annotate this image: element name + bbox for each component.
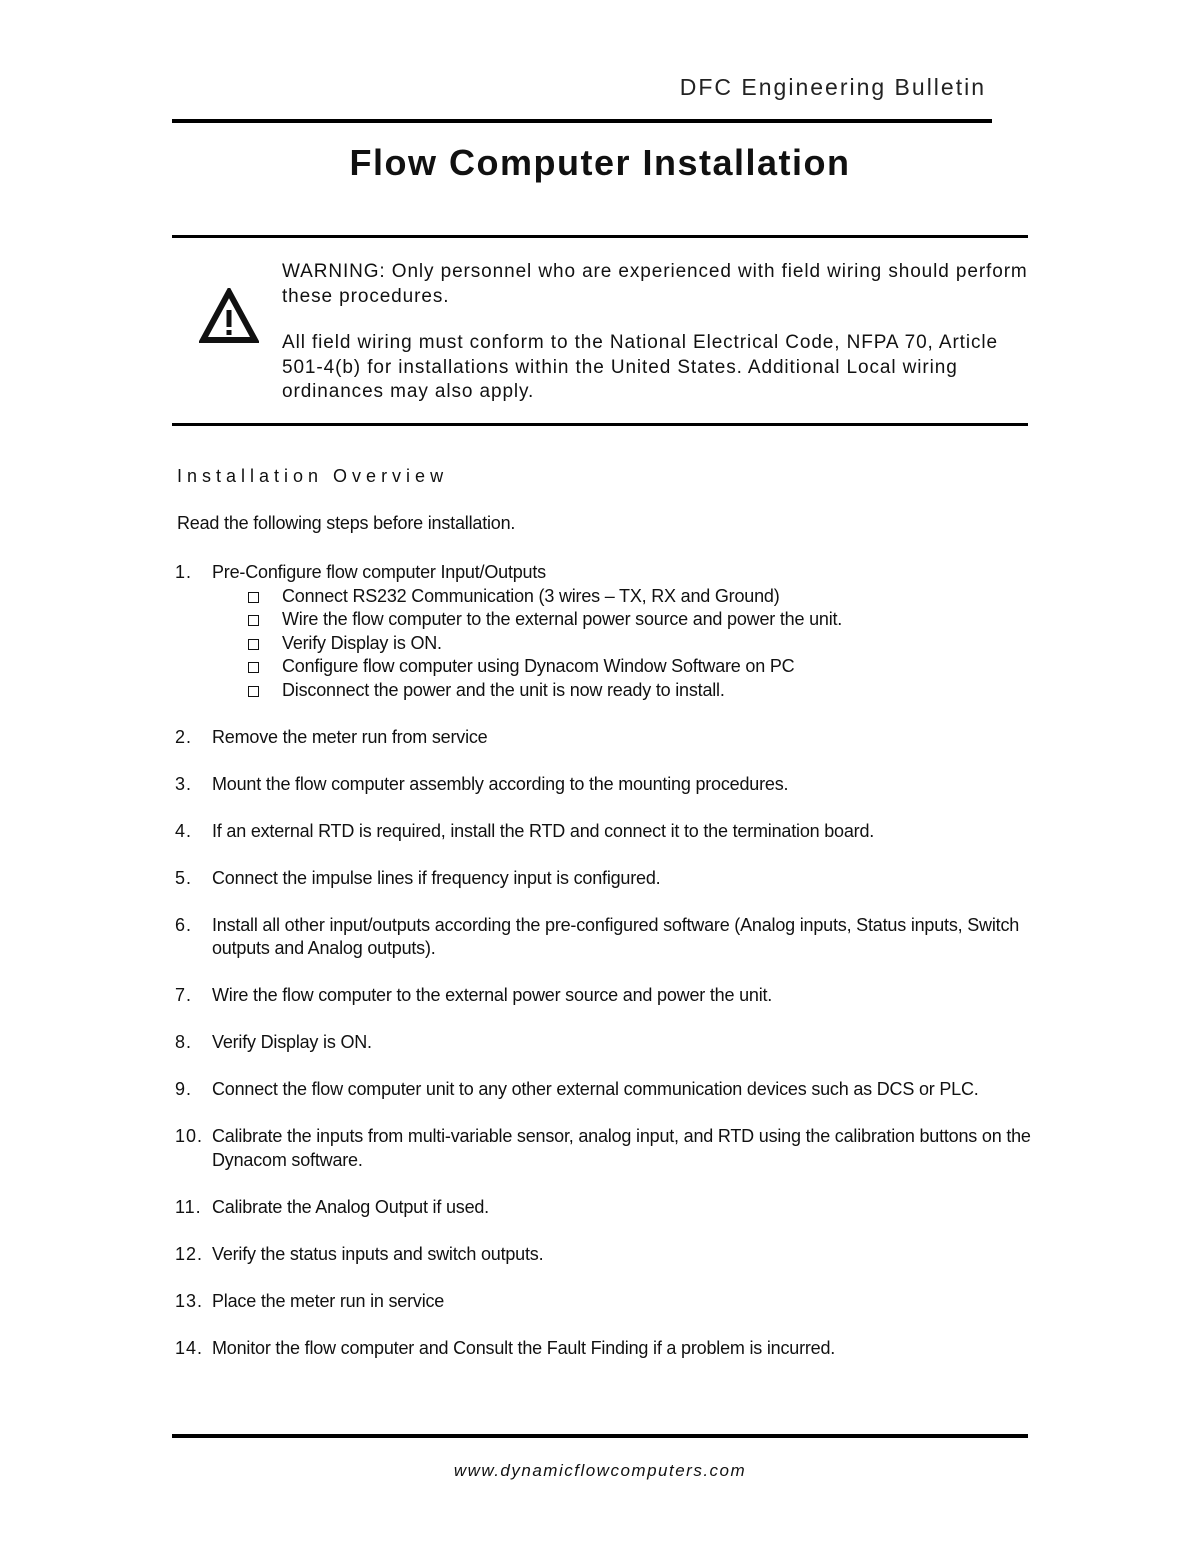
step-text: Verify the status inputs and switch outputs. <box>212 1243 544 1264</box>
step-text: Calibrate the Analog Output if used. <box>212 1196 489 1217</box>
warning-paragraph-2: All field wiring must conform to the National Electrical Code, NFPA 70, Article 501-4(b) for installations within the United States. Additional Local wiring ordinances may also apply. <box>282 332 998 402</box>
step-number: 8. <box>175 1032 193 1052</box>
step-text: Monitor the flow computer and Consult the Fault Finding if a problem is incurred. <box>212 1337 836 1358</box>
step-number: 13. <box>175 1290 204 1311</box>
step-text: If an external RTD is required, install the RTD and connect it to the termination board. <box>212 820 875 841</box>
step-number: 5. <box>175 867 193 888</box>
step-text: Wire the flow computer to the external power source and power the unit. <box>212 985 773 1005</box>
step-text: Connect the impulse lines if frequency input is configured. <box>212 867 661 888</box>
warning-top-rule <box>172 235 1028 238</box>
footer-url[interactable]: www.dynamicflowcomputers.com <box>453 1461 747 1480</box>
step-item <box>175 1078 1035 1102</box>
sub-step-text: Disconnect the power and the unit is now ready to install. <box>282 679 725 700</box>
sub-step-text: Connect RS232 Communication (3 wires – TX, RX and Ground) <box>282 585 780 606</box>
sub-step-item <box>212 655 1035 679</box>
checkbox-square-icon <box>248 686 259 697</box>
sub-step-item <box>212 679 1035 703</box>
step-text: Calibrate the inputs from multi-variable sensor, analog input, and RTD using the calibration buttons on the Dynacom software. <box>212 1126 1031 1170</box>
step-item <box>175 984 1035 1008</box>
sub-step-item <box>212 608 1035 632</box>
step-number: 10. <box>175 1126 204 1146</box>
step-number: 3. <box>175 773 193 794</box>
step-number: 7. <box>175 985 193 1005</box>
sub-step-item <box>212 585 1035 609</box>
step-text: Pre-Configure flow computer Input/Outputs <box>212 562 546 582</box>
checkbox-square-icon <box>248 662 259 673</box>
step-text: Verify Display is ON. <box>212 1032 372 1052</box>
step-text: Remove the meter run from service <box>212 726 488 747</box>
step-number: 4. <box>175 820 193 841</box>
step-number: 1. <box>175 562 193 582</box>
warning-paragraph-1: WARNING: Only personnel who are experienced with field wiring should perform these procedures. <box>282 261 1028 307</box>
step-text: Mount the flow computer assembly according to the mounting procedures. <box>212 773 789 794</box>
checkbox-square-icon <box>248 639 259 650</box>
step-item <box>175 1337 1035 1361</box>
step-item <box>175 1290 1035 1314</box>
checkbox-square-icon <box>248 615 259 626</box>
step-number: 12. <box>175 1243 204 1264</box>
step-item <box>175 726 1035 750</box>
step-item <box>175 1196 1035 1220</box>
step-text: Place the meter run in service <box>212 1290 445 1311</box>
step-number: 9. <box>175 1079 193 1099</box>
checkbox-square-icon <box>248 592 259 603</box>
step-number: 11. <box>175 1196 202 1217</box>
warning-bottom-rule <box>172 423 1028 426</box>
step-number: 6. <box>175 914 193 935</box>
step-item <box>175 1243 1035 1267</box>
step-item <box>175 820 1035 844</box>
bulletin-header: DFC Engineering Bulletin <box>679 74 986 100</box>
step-item <box>175 1125 1035 1172</box>
step-text: Connect the flow computer unit to any other external communication devices such as DCS or PLC. <box>212 1079 979 1099</box>
step-item <box>175 561 1035 702</box>
header-rule <box>172 119 992 123</box>
sub-step-text: Wire the flow computer to the external power source and power the unit. <box>282 609 843 629</box>
step-item <box>175 1031 1035 1055</box>
section-heading: Installation Overview <box>177 466 449 486</box>
page-title: Flow Computer Installation <box>349 142 851 183</box>
step-number: 2. <box>175 726 193 747</box>
step-item <box>175 867 1035 891</box>
sub-step-text: Configure flow computer using Dynacom Window Software on PC <box>282 656 795 676</box>
sub-step-text: Verify Display is ON. <box>282 632 442 653</box>
step-text: Install all other input/outputs according the pre-configured software (Analog inputs, Status inputs, Switch outputs and Analog outputs). <box>212 914 1020 958</box>
steps-list <box>175 561 1035 1384</box>
warning-triangle-icon <box>199 288 259 346</box>
step-item <box>175 914 1035 961</box>
intro-text: Read the following steps before installation. <box>177 513 516 533</box>
sub-steps-list <box>212 585 1035 703</box>
step-item <box>175 773 1035 797</box>
footer-rule <box>172 1434 1028 1438</box>
sub-step-item <box>212 632 1035 656</box>
step-number: 14. <box>175 1337 204 1358</box>
